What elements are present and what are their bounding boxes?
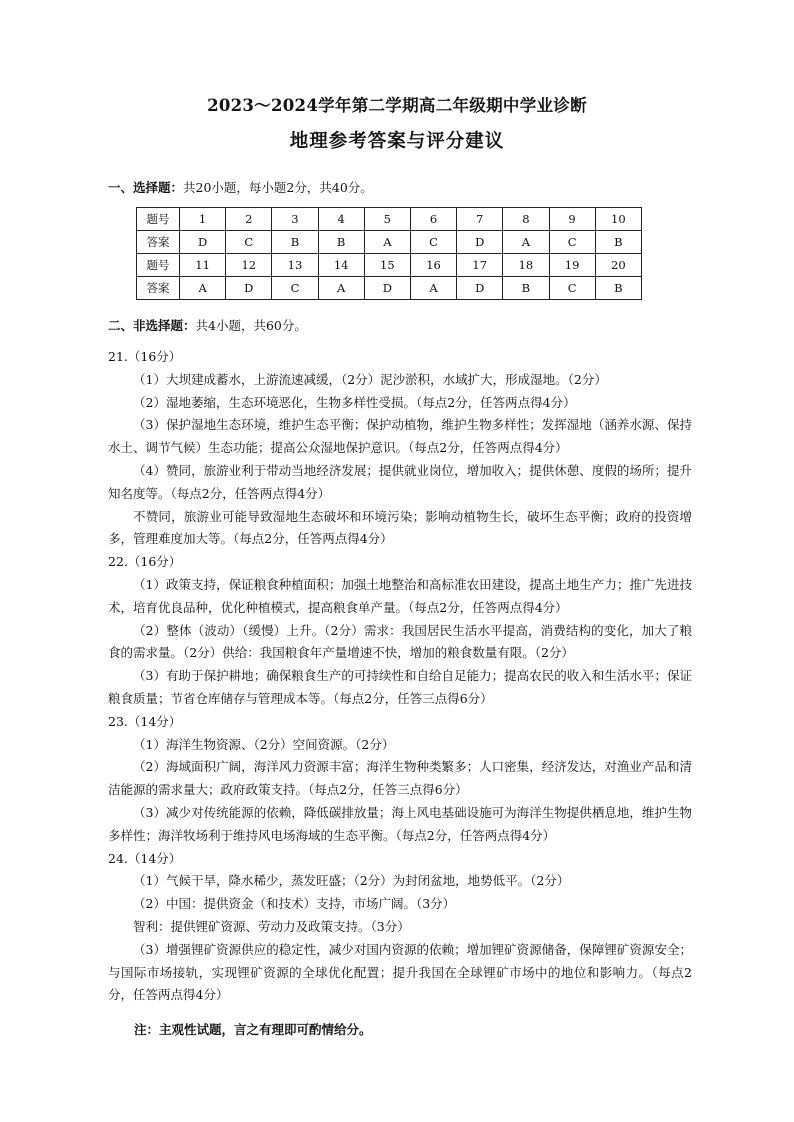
- table-cell: 11: [180, 254, 226, 277]
- table-cell: D: [180, 231, 226, 254]
- answer-paragraph: （4）赞同，旅游业利于带动当地经济发展；提供就业岗位，增加收入；提供休憩、度假的场所；提升知名度等。（每点2分，任答两点得4分）: [108, 462, 692, 501]
- section-choice-desc: 共20小题，每小题2分，共40分。: [183, 180, 373, 195]
- section-choice-heading: [108, 178, 373, 196]
- table-cell: D: [457, 277, 503, 300]
- table-cell: 12: [226, 254, 272, 277]
- answer-paragraph: （1）气候干旱，降水稀少，蒸发旺盛；（2分）为封闭盆地，地势低平。（2分）: [133, 873, 570, 889]
- question-heading: 22.（16分）: [108, 554, 182, 570]
- question-heading: 24.（14分）: [108, 850, 182, 866]
- table-cell: 2: [226, 208, 272, 231]
- table-cell: B: [503, 277, 549, 300]
- table-cell: C: [549, 231, 595, 254]
- table-cell: 10: [595, 208, 641, 231]
- answer-paragraph: （1）政策支持，保证粮食种植面积；加强土地整治和高标准农田建设，提高土地生产力；推广先进技术，培育优良品种，优化种植模式，提高粮食单产量。（每点2分，任答两点得4分）: [108, 576, 692, 615]
- table-cell: 16: [410, 254, 456, 277]
- table-row: [137, 208, 642, 231]
- table-cell: B: [318, 231, 364, 254]
- answer-paragraph: （1）海洋生物资源、（2分）空间资源。（2分）: [133, 736, 395, 752]
- page-title: 2023～2024学年第二学期高二年级期中学业诊断: [207, 96, 587, 115]
- table-cell: 13: [272, 254, 318, 277]
- section-open-heading: [108, 316, 307, 334]
- answer-paragraph: （3）保护湿地生态环境，维护生态平衡；保护动植物，维护生物多样性；发挥湿地（涵养水源、保持水土、调节气候）生态功能；提高公众湿地保护意识。（每点2分，任答两点得4分）: [108, 417, 692, 456]
- table-cell: D: [364, 277, 410, 300]
- table-row-header: 题号: [137, 254, 180, 277]
- table-cell: 9: [549, 208, 595, 231]
- answers-body: [108, 346, 692, 1007]
- answer-paragraph: （3）减少对传统能源的依赖，降低碳排放量；海上风电基础设施可为海洋生物提供栖息地，维护生物多样性；海洋牧场利于维持风电场海域的生态平衡。（每点2分，任答两点得4分）: [108, 804, 692, 843]
- answer-paragraph: （3）有助于保护耕地；确保粮食生产的可持续性和自给自足能力；提高农民的收入和生活水平；保证粮食质量；节省仓库储存与管理成本等。（每点2分，任答三点得6分）: [108, 668, 692, 706]
- table-row: [137, 254, 642, 277]
- page-subtitle: 地理参考答案与评分建议: [289, 131, 505, 152]
- table-cell: C: [410, 231, 456, 254]
- answer-paragraph: （3）增强锂矿资源供应的稳定性，减少对国内资源的依赖；增加锂矿资源储备，保障锂矿资源安全；与国际市场接轨，实现锂矿资源的全球优化配置；提升我国在全球锂矿市场中的地位和影响力。（每点2分，任答两点得4分）: [108, 941, 692, 1003]
- table-cell: 20: [595, 254, 641, 277]
- table-cell: A: [364, 231, 410, 254]
- answer-paragraph: 智利：提供锂矿资源、劳动力及政策支持。（3分）: [133, 918, 410, 934]
- table-row: [137, 231, 642, 254]
- answer-table: [136, 207, 642, 300]
- answer-paragraph: （2）整体（波动）（缓慢）上升。（2分）需求：我国居民生活水平提高，消费结构的变化，加大了粮食的需求量。（2分）供给：我国粮食年产量增速不快，增加的粮食数量有限。（2分）: [108, 622, 692, 661]
- table-cell: 19: [549, 254, 595, 277]
- answer-paragraph: （2）中国：提供资金（和技术）支持，市场广阔。（3分）: [133, 896, 456, 912]
- grading-note: 注：主观性试题，言之有理即可酌情给分。: [134, 1022, 372, 1037]
- table-cell: 15: [364, 254, 410, 277]
- table-row-header: 答案: [137, 231, 180, 254]
- answer-paragraph: 不赞同，旅游业可能导致湿地生态破坏和环境污染；影响动植物生长，破坏生态平衡；政府的投资增多，管理难度加大等。（每点2分，任答两点得4分）: [108, 508, 692, 547]
- table-cell: C: [549, 277, 595, 300]
- answer-paragraph: （1）大坝建成蓄水，上游流速减缓，（2分）泥沙淤积，水域扩大，形成湿地。（2分）: [133, 371, 607, 387]
- table-cell: 18: [503, 254, 549, 277]
- question-heading: 21.（16分）: [108, 349, 182, 364]
- table-cell: A: [503, 231, 549, 254]
- table-cell: B: [595, 231, 641, 254]
- table-cell: A: [410, 277, 456, 300]
- section-open-label: 二、非选择题：: [108, 318, 196, 333]
- table-cell: A: [318, 277, 364, 300]
- table-cell: 1: [180, 208, 226, 231]
- answer-paragraph: （2）海域面积广阔，海洋风力资源丰富；海洋生物种类繁多；人口密集，经济发达，对渔业产品和清洁能源的需求量大；政府政策支持。（每点2分，任答三点得6分）: [108, 759, 692, 798]
- table-cell: 6: [410, 208, 456, 231]
- table-cell: 3: [272, 208, 318, 231]
- question-heading: 23.（14分）: [108, 713, 182, 729]
- table-cell: C: [272, 277, 318, 300]
- table-cell: 17: [457, 254, 503, 277]
- table-row-header: 答案: [137, 277, 180, 300]
- table-cell: 7: [457, 208, 503, 231]
- table-cell: D: [226, 277, 272, 300]
- table-cell: 4: [318, 208, 364, 231]
- table-row-header: 题号: [137, 208, 180, 231]
- section-choice-label: 一、选择题：: [108, 180, 184, 195]
- table-cell: 8: [503, 208, 549, 231]
- table-cell: 14: [318, 254, 364, 277]
- table-row: [137, 277, 642, 300]
- section-open-desc: 共4小题，共60分。: [195, 318, 307, 333]
- table-cell: C: [226, 231, 272, 254]
- table-cell: D: [457, 231, 503, 254]
- table-cell: 5: [364, 208, 410, 231]
- table-cell: B: [272, 231, 318, 254]
- table-cell: B: [595, 277, 641, 300]
- table-cell: A: [180, 277, 226, 300]
- answer-paragraph: （2）湿地萎缩，生态环境恶化，生物多样性受损。（每点2分，任答两点得4分）: [133, 394, 576, 410]
